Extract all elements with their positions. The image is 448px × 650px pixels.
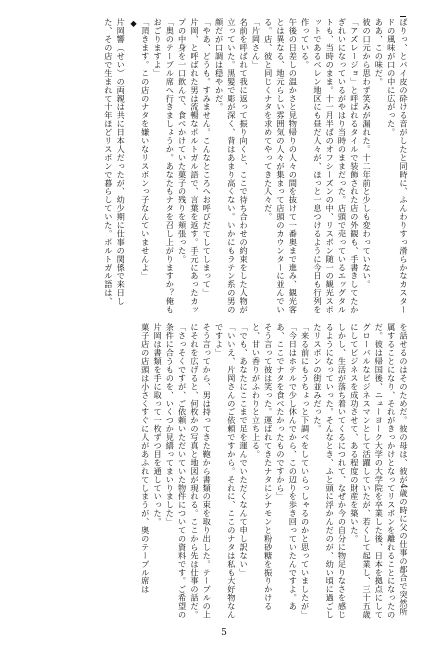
bottom-text-block: を話せるのはそのためだ。彼の母は、彼が4歳の時に父の仕事の都合で突然所属することになり、それがきっかけとなってリスボンを離れることになったのだ。彼は帰国後、ニューヨーク大学の大学院を卒業した後、日本を拠点にしてグローバルなビジネスマンとして活躍していたが、若くして起業し、三十五歳にしてビジネスを成功させて、ある程度の財産を築いた。 しかし、生活が落ち着いてくるにつれて、なぜか今の自分に物足りなさを感じるようになっていった。そんなとき、ふと頭に浮かんだのが、幼い頃に過ごしたリスボンの街並みだった。 「来る前にもうちょっと下調べをしていらっしゃるのかと思っていましたが」 「今日はホテルで少し休んでから、この辺りを歩き回っていたんですよ。ああ、ここでナタを食べたかったものですから」 そう言って彼は笑った。運ばれてきたナタにシナモンと粉砂糖を振りかけると、甘い香りがふわりと立ち上る。 「でも、あなたにここまで足を運んでいただくなんて申し訳ない」 「いいえ、片岡さんのご依頼ですから。それに、ここのナタは私も大好物なんですよ」 そう言ってから、男は持ってきた鞄から書類の束を取り出した。テーブルの上にそれを広げると、何枚かの写真と地図が現れる。ここから先は仕事の話だ。 「さっそくですが、ご依頼いただいていた物件についての資料です。ご希望の条件に合うものを、いくつか見繕ってまいりました」 片岡は書類を手に取って一枚ずつ目を通していった。 菓子店の店頭は小さくすぐに人があふれてしまうが、奥のテーブル席は [140, 323, 409, 619]
top-text-block: ぱりっ、とパイ皮の砕ける音がしたと同時に、ふんわりすっ滑らかなカスタードの風味が口の中に広がった。 ああ、この味だ。 彼の口元から思わず笑みが漏れた。十二年前と少しも変わっていない。 「アズレージョ」と呼ばれるタイルで装飾された店の外観も、手書きしてたかぎれいになっているがやはり当時のままだった。店頭で売っているエッグタルトも、当時のまま。十一月半ばのオフシーズンの中、リスボン随一の観光スポットであるベレン地区にも昼だ人々が、ほっと一息つけるように今日も行列を作っている。 午後の日差しの温かさと見物帰りの人々の間を抜けて一番奥まで進み、観光客とは異なる、地元らしい雰囲気の人々が集まって店頭のカウンターに並んでいる。店、彼と同じくナタを求めてやってきた人々だ。 「片岡さん」 名前を呼ばれて我に返って振り向くと、ここで待ち合わせの約束をした人物が立っていた。黒髪で彫が深く、背はあまり高くない。いかにもラテン系の男の顔だが口調は穏やかだ。 「やあ、どうも。すみません。こんなところへお呼びだてしてしまって」 片岡、と呼ばれた男は流暢なポルトガル語で、言葉を返す。手元にあったカップの中身を一口飲んで、食べかけていた菓子の残りを頬張った。 「奥のテーブル席へ行きましょうか。あなたもナタを召し上がりますか？俺もおごりますよ」 「頂きます。この店のナタを嫌いなリスボンっ子なんていませんよ」 ◆ 片岡響（せい）の両親は共に日本人だったが、幼少期に仕事の関係で来日した、その店で生まれて十年ほどリスボンで暮らしていた。ポルトガル語は、 [103, 18, 409, 314]
page-number: 5 [221, 628, 227, 638]
section-divider [400, 16, 406, 17]
